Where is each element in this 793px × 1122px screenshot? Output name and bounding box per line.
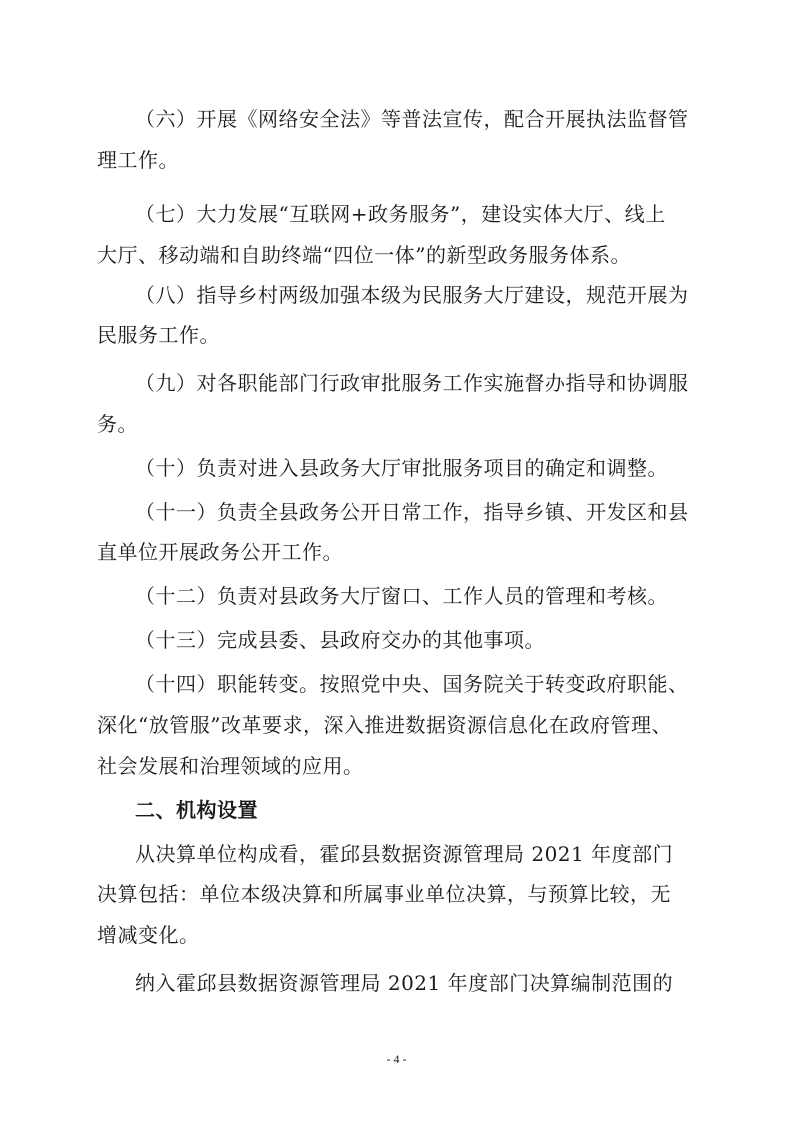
paragraph-line: （八）指导乡村两级加强本级为民服务大厅建设，规范开展为 xyxy=(135,283,689,307)
paragraph-line: 纳入霍邱县数据资源管理局 2021 年度部门决算编制范围的 xyxy=(135,971,674,995)
paragraph-line: 从决算单位构成看，霍邱县数据资源管理局 2021 年度部门 xyxy=(135,842,674,866)
paragraph-line: 大厅、移动端和自助终端“四位一体”的新型政务服务体系。 xyxy=(97,243,631,267)
paragraph-line: 深化“放管服”改革要求，深入推进数据资源信息化在政府管理、 xyxy=(97,713,672,737)
paragraph-line: 民服务工作。 xyxy=(97,323,220,347)
paragraph-line: （十三）完成县委、县政府交办的其他事项。 xyxy=(135,628,545,652)
paragraph-line: 理工作。 xyxy=(97,148,179,172)
paragraph-line: 增减变化。 xyxy=(97,923,200,947)
section-heading: 二、机构设置 xyxy=(135,798,258,822)
paragraph-line: 社会发展和治理领域的应用。 xyxy=(97,754,364,778)
paragraph-line: （十一）负责全县政务公开日常工作，指导乡镇、开发区和县 xyxy=(135,500,689,524)
paragraph-line: （十二）负责对县政务大厅窗口、工作人员的管理和考核。 xyxy=(135,584,668,608)
paragraph-line: （六）开展《网络安全法》等普法宣传，配合开展执法监督管 xyxy=(135,107,689,131)
paragraph-line: （九）对各职能部门行政审批服务工作实施督办指导和协调服 xyxy=(135,371,689,395)
paragraph-line: （七）大力发展“互联网+政务服务”，建设实体大厅、线上 xyxy=(135,202,666,226)
paragraph-line: 务。 xyxy=(97,412,138,436)
paragraph-line: 决算包括：单位本级决算和所属事业单位决算，与预算比较，无 xyxy=(97,882,671,906)
paragraph-line: （十）负责对进入县政务大厅审批服务项目的确定和调整。 xyxy=(135,456,668,480)
paragraph-line: （十四）职能转变。按照党中央、国务院关于转变政府职能、 xyxy=(135,672,689,696)
paragraph-line: 直单位开展政务公开工作。 xyxy=(97,540,343,564)
page-number: - 4 - xyxy=(386,1052,407,1066)
